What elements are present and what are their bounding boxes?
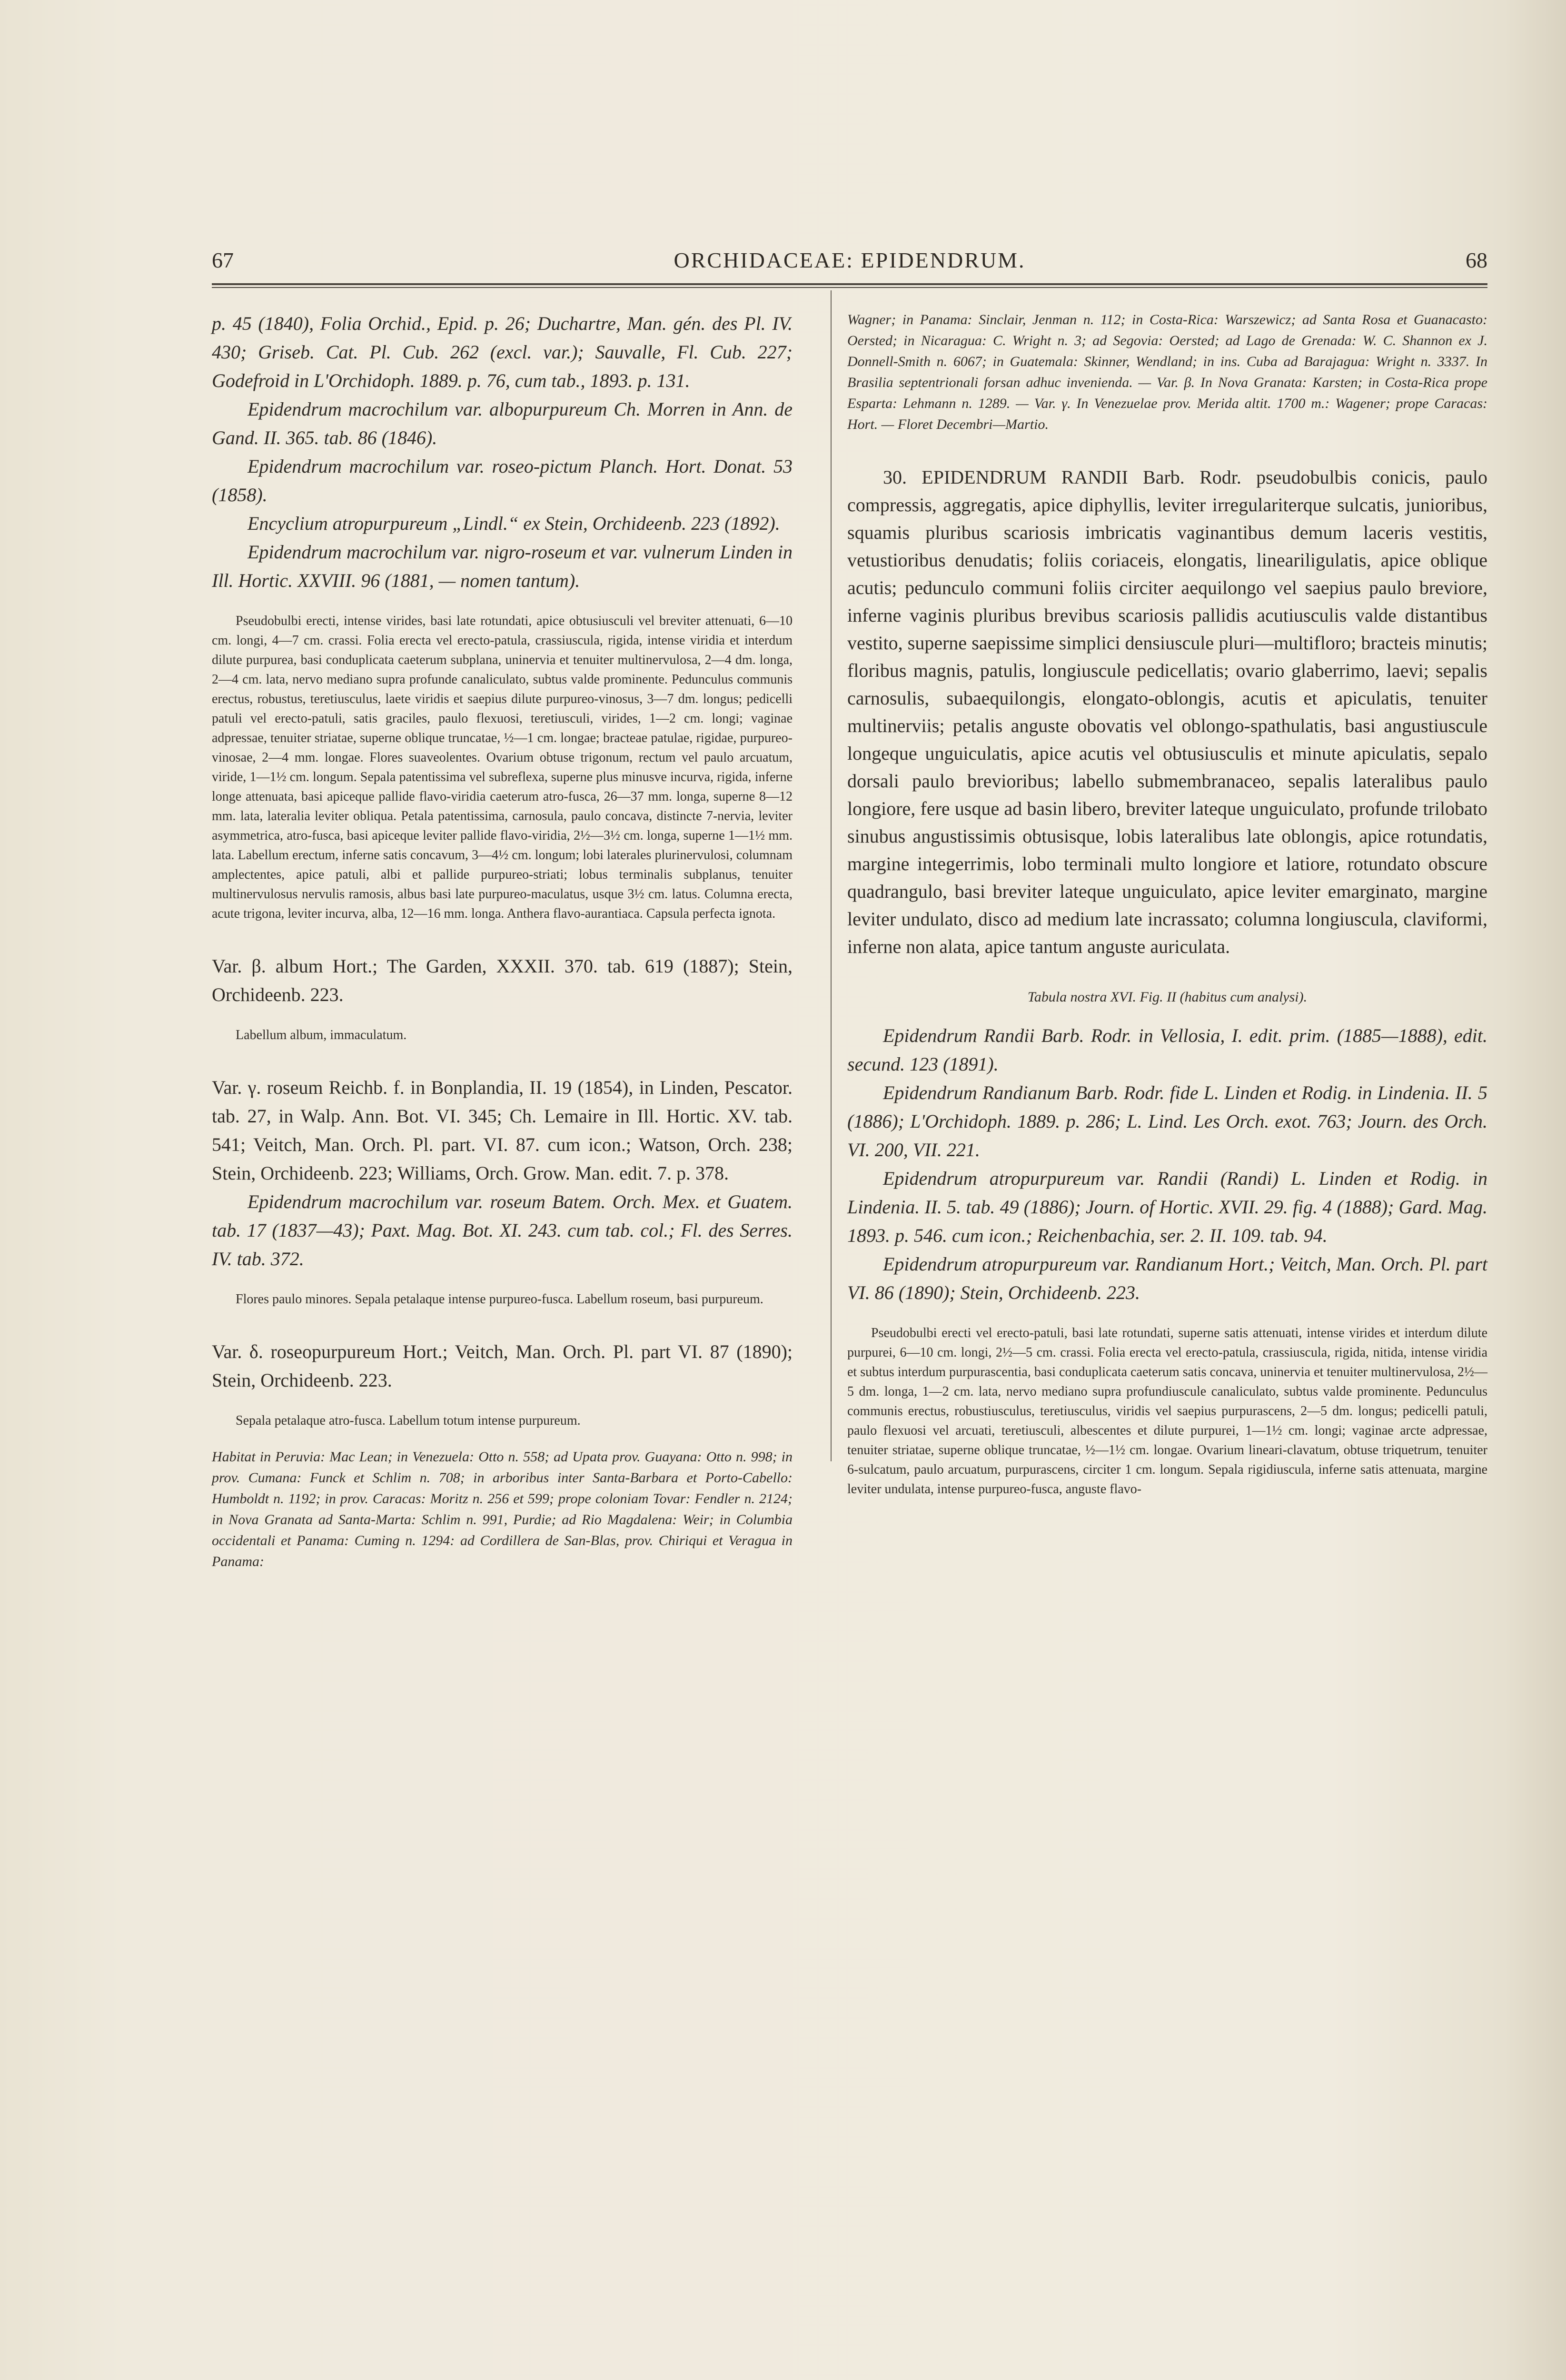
plate-caption: Tabula nostra XVI. Fig. II (habitus cum analysi).: [1027, 989, 1308, 1005]
habitat-paragraph: Habitat in Peruvia: Mac Lean; in Venezuela: Otto n. 558; ad Upata prov. Guayana: Otto n. 998; in prov. Cumana: Funck et Schlim n. 708; in arboribus inter Santa-Barbara et Porto-Cabello: Humboldt n. 1192; in prov. Caracas: Moritz n. 256 et 599; prope coloniam Tovar: Fendler n. 2124; in Nova Granata ad Santa-Marta: Schlim n. 991, Purdie; ad Rio Magdalena: Weir; in Columbia occidentali et Panama: Cuming n. 1294: ad Cordillera de San-Blas, prov. Chiriqui et Veragua in Panama:: [212, 1449, 793, 1569]
synonym-encyclium: Encyclium atropurpureum „Lindl.“ ex Stein, Orchideenb. 223 (1892).: [248, 513, 780, 534]
synonym-atropurpureum-randianum: Epidendrum atropurpureum var. Randianum Hort.; Veitch, Man. Orch. Pl. part VI. 86 (1890); Stein, Orchideenb. 223.: [847, 1253, 1487, 1303]
synonym-albopurpureum: Epidendrum macrochilum var. albopurpureum Ch. Morren in Ann. de Gand. II. 365. tab. 86 (1846).: [212, 398, 793, 448]
header-rule: [212, 283, 1487, 285]
right-column: [847, 309, 1487, 1499]
species-heading-paragraph: 30. EPIDENDRUM RANDII Barb. Rodr. pseudobulbis conicis, paulo compressis, aggregatis, apice diphyllis, leviter irregulariterque sulcatis, junioribus, squamis pluribus scariosis imbricatis vaginantibus demum laceris vestitis, vetustioribus denudatis; foliis coriaceis, elongatis, lineariligulatis, apice oblique acutis; pedunculo communi foliis circiter aequilongo vel saepius paulo breviore, inferne vaginis pluribus brevibus scariosis pallidis acutiusculis valde distantibus vestito, superne saepissime simplici densiuscule pluri—multifloro; bracteis minutis; floribus magnis, patulis, longiuscule pedicellatis; ovario glaberrimo, laevi; sepalis carnosulis, subaequilongis, elongato-oblongis, acutis et apiculatis, tenuiter multinerviis; petalis anguste obovatis vel oblongo-spathulatis, basi angustiuscule longeque unguiculatis, apice acutis vel obtusiusculis et minute apiculatis, sepalo dorsali paulo brevioribus; labello submembranaceo, sepalis lateralibus paulo longiore, fere usque ad basin libero, breviter lateque unguiculato, profunde trilobato sinubus angustissimis obtusisque, lobis lateralibus late oblongis, apice rotundatis, margine integerrimis, lobo terminali multo longiore et latiore, rotundato obscure quadrangulo, basi breviter lateque unguiculato, apice leviter emarginato, margine leviter undulato, disco ad medium late incrassato; columna longiuscula, claviformi, inferne non alata, apice tantum anguste auriculata.: [847, 466, 1487, 957]
variety-beta-heading: Var. β. album Hort.; The Garden, XXXII. 370. tab. 619 (1887); Stein, Orchideenb. 223.: [212, 955, 793, 1005]
header-rule-thin: [212, 287, 1487, 288]
variety-delta-description: Sepala petalaque atro-fusca. Labellum totum intense purpureum.: [236, 1413, 581, 1428]
running-header: [212, 248, 1487, 281]
variety-gamma-description: Flores paulo minores. Sepala petalaque intense purpureo-fusca. Labellum roseum, basi purpureum.: [236, 1292, 763, 1307]
variety-gamma-synonym: Epidendrum macrochilum var. roseum Batem. Orch. Mex. et Guatem. tab. 17 (1837—43); Paxt. Mag. Bot. XI. 243. cum tab. col.; Fl. des Serres. IV. tab. 372.: [212, 1191, 793, 1269]
page-number-left: 67: [212, 248, 234, 272]
column-divider: [831, 290, 832, 1461]
variety-beta-description: Labellum album, immaculatum.: [236, 1028, 407, 1042]
synonym-atropurpureum-randii: Epidendrum atropurpureum var. Randii (Randi) L. Linden et Rodig. in Lindenia. II. 5. tab. 49 (1886); Journ. of Hortic. XVII. 29. fig. 4 (1888); Gard. Mag. 1893. p. 546. cum icon.; Reichenbachia, ser. 2. II. 109. tab. 94.: [847, 1168, 1487, 1246]
synonym-roseo-pictum: Epidendrum macrochilum var. roseo-pictum Planch. Hort. Donat. 53 (1858).: [212, 456, 793, 506]
synonym-randii: Epidendrum Randii Barb. Rodr. in Vellosia, I. edit. prim. (1885—1888), edit. secund. 123 (1891).: [847, 1025, 1487, 1075]
synonym-nigro-roseum: Epidendrum macrochilum var. nigro-roseum et var. vulnerum Linden in Ill. Hortic. XXVIII. 96 (1881, — nomen tantum).: [212, 541, 793, 591]
running-title: ORCHIDACEAE: EPIDENDRUM.: [674, 248, 1026, 272]
variety-gamma-heading: Var. γ. roseum Reichb. f. in Bonplandia, II. 19 (1854), in Linden, Pescator. tab. 27, in Walp. Ann. Bot. VI. 345; Ch. Lemaire in Ill. Hortic. XV. tab. 541; Veitch, Man. Orch. Pl. part. VI. 87. cum icon.; Watson, Orch. 238; Stein, Orchideenb. 223; Williams, Orch. Grow. Man. edit. 7. p. 378.: [212, 1077, 793, 1184]
page-number-right: 68: [1466, 248, 1487, 272]
habitat-continuation: Wagner; in Panama: Sinclair, Jenman n. 112; in Costa-Rica: Warszewicz; ad Santa Rosa et Guanacasto: Oersted; in Nicaragua: C. Wright n. 3; ad Segovia: Oersted; ad Lago de Grenada: W. C. Shannon ex J. Donnell-Smith n. 6067; in Guatemala: Skinner, Wendland; in ins. Cuba ad Barajagua: Wright n. 3337. In Brasilia septentrionali forsan adhuc invenienda. — Var. β. In Nova Granata: Karsten; in Costa-Rica prope Esparta: Lehmann n. 1289. — Var. γ. In Venezuelae prov. Merida altit. 1700 m.: Wagener; prope Caracas: Hort. — Floret Decembri—Martio.: [847, 312, 1487, 432]
species-description: Pseudobulbi erecti, intense virides, basi late rotundati, apice obtusiusculi vel breviter attenuati, 6—10 cm. longi, 4—7 cm. crassi. Folia erecta vel erecto-patula, crassiuscula, rigida, intense viridia et interdum dilute purpurea, basi conduplicata caeterum subplana, uninervia et tenuiter multinervulosa, 2—4 dm. longa, 2—4 cm. lata, nervo mediano supra profunde canaliculato, subtus valde prominente. Pedunculus communis erectus, robustus, teretiusculus, laete viridis et saepius dilute purpureo-vinosus, 3—7 dm. longus; pedicelli patuli vel erecto-patuli, satis graciles, paulo flexuosi, teretiusculi, virides, 1—2 cm. longi; vaginae adpressae, tenuiter striatae, superne oblique truncatae, ½—1 cm. longae; bracteae patulae, rigidae, purpureo-vinosae, 2—4 mm. longae. Flores suaveolentes. Ovarium obtuse trigonum, rectum vel paulo arcuatum, viride, 1—1½ cm. longum. Sepala patentissima vel subreflexa, superne plus minusve incurva, rigida, inferne longe attenuata, basi apiceque pallide flavo-viridia caeterum atro-fusca, 26—37 mm. longa, superne 8—12 mm. lata, lateralia leviter obliqua. Petala patentissima, carnosula, paulo concava, distincte 7-nervia, leviter asymmetrica, atro-fusca, basi apiceque leviter pallide flavo-viridia, 2½—3½ cm. longa, superne 1—1½ mm. lata. Labellum erectum, inferne satis concavum, 3—4½ cm. longum; lobi laterales plurinervulosi, columnam amplectentes, apice patuli, albi et pallide purpureo-striati; lobus terminalis subplanus, tenuiter multinervulosus nervulis ramosis, albus basi late purpureo-maculatus, usque 3½ cm. latus. Columna erecta, acute trigona, leviter incurva, alba, 12—16 mm. longa. Anthera flavo-aurantiaca. Capsula perfecta ignota.: [212, 614, 793, 921]
left-column: [212, 309, 793, 1572]
species-description-right: Pseudobulbi erecti vel erecto-patuli, basi late rotundati, superne satis attenuati, intense virides et interdum dilute purpurei, 6—10 cm. longi, 2½—5 cm. crassi. Folia erecta vel erecto-patula, crassiuscula, rigida, nitida, intense viridia et subtus interdum purpurascentia, basi conduplicata caeterum satis concava, uninervia et tenuiter multinervulosa, 2½—5 dm. longa, 1—2 cm. lata, nervo mediano supra profundiuscule canaliculato, subtus valde prominente. Pedunculus communis erectus, robustiusculus, teretiusculus, viridis vel saepius purpurascens, 2—5 dm. longus; pedicelli patuli, paulo flexuosi vel arcuati, teretiusculi, albescentes et dilute purpurei, 1—1½ cm. longi; vaginae arcte adpressae, tenuiter striatae, superne oblique truncatae, ½—1½ cm. longae. Ovarium lineari-clavatum, obtuse triquetrum, tenuiter 6-sulcatum, paulo arcuatum, purpurascens, circiter 1 cm. longum. Sepala rigidiuscula, inferne satis attenuata, margine leviter undulata, intense purpureo-fusca, anguste flavo-: [847, 1326, 1487, 1497]
synonym-randianum: Epidendrum Randianum Barb. Rodr. fide L. Linden et Rodig. in Lindenia. II. 5 (1886); L'Orchidoph. 1889. p. 286; L. Lind. Les Orch. exot. 763; Journ. des Orch. VI. 200, VII. 221.: [847, 1082, 1487, 1160]
variety-delta-heading: Var. δ. roseopurpureum Hort.; Veitch, Man. Orch. Pl. part VI. 87 (1890); Stein, Orchideenb. 223.: [212, 1341, 793, 1391]
citation-paragraph: p. 45 (1840), Folia Orchid., Epid. p. 26; Duchartre, Man. gén. des Pl. IV. 430; Griseb. Cat. Pl. Cub. 262 (excl. var.); Sauvalle, Fl. Cub. 227; Godefroid in L'Orchidoph. 1889. p. 76, cum tab., 1893. p. 131.: [212, 313, 793, 391]
